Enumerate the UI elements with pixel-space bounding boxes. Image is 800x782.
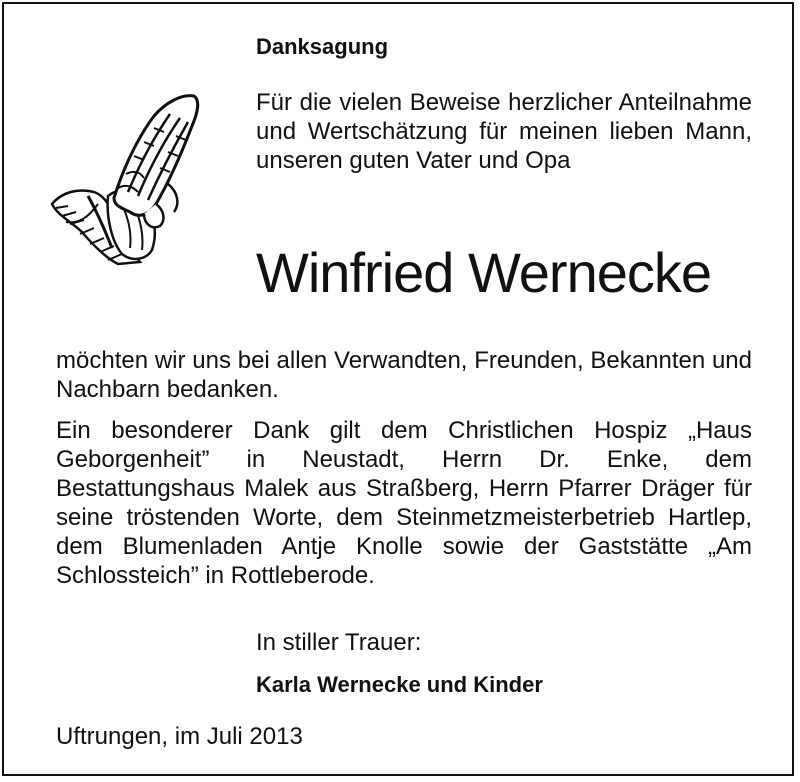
place-date: Uftrungen, im Juli 2013 xyxy=(56,723,303,750)
deceased-name: Winfried Wernecke xyxy=(256,241,712,304)
body-paragraph-2: Ein besonderer Dank gilt dem Christlichen Hospiz „Haus Geborgenheit” in Neustadt, Herrn Dr. Enke, dem Bestattungshaus Malek aus Straßberg, Herrn Pfarrer Dräger für seine tröstenden Worte, dem Steinmetzmeisterbetrieb Hartlep, dem Blumenladen Antje Knolle sowie der Gaststätte „Am Schlossteich” in Rottleberode. xyxy=(56,417,752,589)
body-paragraph-1: möchten wir uns bei allen Verwandten, Freunden, Bekannten und Nachbarn bedanken. xyxy=(56,347,752,403)
obituary-notice xyxy=(2,2,794,776)
signature: Karla Wernecke und Kinder xyxy=(256,672,543,697)
notice-heading: Danksagung xyxy=(256,34,389,59)
praying-hands-icon xyxy=(48,92,208,268)
intro-text: Für die vielen Beweise herzlicher Anteilnahme und Wertschätzung für meinen lieben Mann, unseren guten Vater und Opa xyxy=(256,89,752,174)
mourning-line: In stiller Trauer: xyxy=(256,629,422,656)
